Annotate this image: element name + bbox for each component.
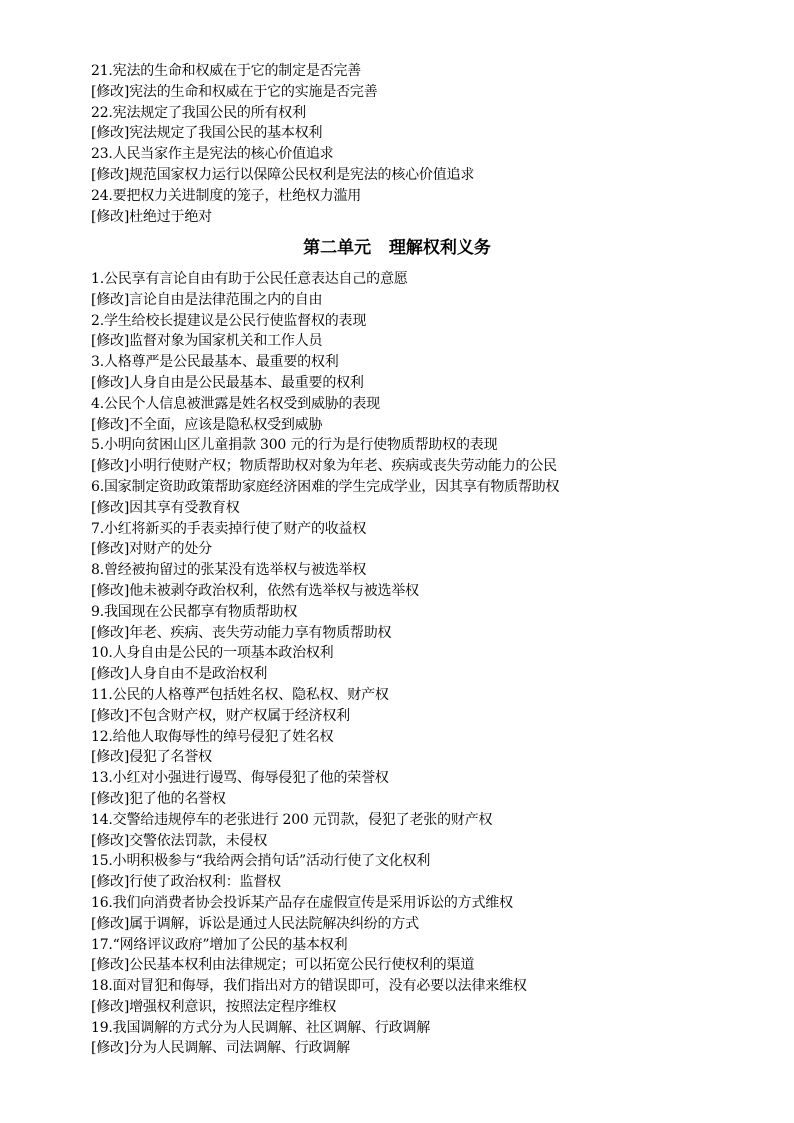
correction-line: [修改]增强权利意识，按照法定程序维权 (91, 998, 337, 1015)
statement-line: 17.“网络评议政府”增加了公民的基本权利 (91, 936, 348, 953)
correction-line: [修改]交警依法罚款，未侵权 (91, 832, 268, 849)
correction-line: [修改]侵犯了名誉权 (91, 749, 212, 766)
statement-line: 12.给他人取侮辱性的绰号侵犯了姓名权 (91, 728, 334, 745)
correction-line: [修改]属于调解，诉讼是通过人民法院解决纠纷的方式 (91, 915, 419, 932)
statement-line: 23.人民当家作主是宪法的核心价值追求 (91, 146, 334, 163)
statement-line: 6.国家制定资助政策帮助家庭经济困难的学生完成学业，因其享有物质帮助权 (91, 478, 560, 495)
statement-line: 10.人身自由是公民的一项基本政治权利 (91, 645, 334, 662)
statement-line: 3.人格尊严是公民最基本、最重要的权利 (91, 354, 339, 371)
statement-line: 5.小明向贫困山区儿童捐款 300 元的行为是行使物质帮助权的表现 (91, 437, 498, 454)
statement-line: 14.交警给违规停车的老张进行 200 元罚款，侵犯了老张的财产权 (91, 811, 493, 828)
correction-line: [修改]杜绝过于绝对 (91, 208, 212, 225)
correction-line: [修改]不全面，应该是隐私权受到威胁 (91, 416, 323, 433)
correction-line: [修改]分为人民调解、司法调解、行政调解 (91, 1040, 350, 1057)
statement-line: 11.公民的人格尊严包括姓名权、隐私权、财产权 (91, 686, 389, 703)
correction-line: [修改]小明行使财产权；物质帮助权对象为年老、疾病或丧失劳动能力的公民 (91, 458, 557, 475)
correction-line: [修改]行使了政治权利：监督权 (91, 874, 281, 891)
statement-line: 1.公民享有言论自由有助于公民任意表达自己的意愿 (91, 271, 408, 287)
correction-line: [修改]犯了他的名誉权 (91, 790, 226, 807)
correction-line: [修改]规范国家权力运行以保障公民权利是宪法的核心价值追求 (91, 166, 475, 183)
statement-line: 2.学生给校长提建议是公民行使监督权的表现 (91, 312, 367, 329)
correction-line: [修改]人身自由不是政治权利 (91, 666, 268, 683)
statement-line: 8.曾经被拘留过的张某没有选举权与被选举权 (91, 562, 367, 579)
statement-line: 19.我国调解的方式分为人民调解、社区调解、行政调解 (91, 1019, 431, 1036)
correction-line: [修改]言论自由是法律范围之内的自由 (91, 291, 323, 308)
correction-line: [修改]对财产的处分 (91, 541, 212, 558)
unit-one-tail (91, 61, 741, 227)
statement-line: 18.面对冒犯和侮辱，我们指出对方的错误即可，没有必要以法律来维权 (91, 978, 527, 995)
correction-line: [修改]宪法的生命和权威在于它的实施是否完善 (91, 83, 378, 100)
unit-two-list (91, 269, 741, 1059)
statement-line: 22.宪法规定了我国公民的所有权利 (91, 104, 306, 121)
statement-line: 13.小红对小强进行谩骂、侮辱侵犯了他的荣誉权 (91, 770, 389, 787)
statement-line: 4.公民个人信息被泄露是姓名权受到威胁的表现 (91, 395, 380, 412)
statement-line: 15.小明积极参与“我给两会捎句话”活动行使了文化权利 (91, 853, 431, 870)
correction-line: [修改]监督对象为国家机关和工作人员 (91, 333, 323, 350)
correction-line: [修改]宪法规定了我国公民的基本权利 (91, 125, 323, 142)
section-title: 第二单元 理解权利义务 (303, 238, 491, 258)
correction-line: [修改]年老、疾病、丧失劳动能力享有物质帮助权 (91, 624, 392, 641)
statement-line: 21.宪法的生命和权威在于它的制定是否完善 (91, 63, 362, 79)
correction-line: [修改]不包含财产权，财产权属于经济权利 (91, 707, 350, 724)
correction-line: [修改]他未被剥夺政治权利，依然有选举权与被选举权 (91, 582, 419, 599)
statement-line: 7.小红将新买的手表卖掉行使了财产的收益权 (91, 520, 367, 537)
correction-line: [修改]人身自由是公民最基本、最重要的权利 (91, 374, 364, 391)
correction-line: [修改]因其享有受教育权 (91, 499, 240, 516)
statement-line: 24.要把权力关进制度的笼子，杜绝权力滥用 (91, 187, 362, 204)
statement-line: 16.我们向消费者协会投诉某产品存在虚假宣传是采用诉讼的方式维权 (91, 894, 513, 911)
statement-line: 9.我国现在公民都享有物质帮助权 (91, 603, 298, 620)
correction-line: [修改]公民基本权利由法律规定；可以拓宽公民行使权利的渠道 (91, 957, 475, 974)
